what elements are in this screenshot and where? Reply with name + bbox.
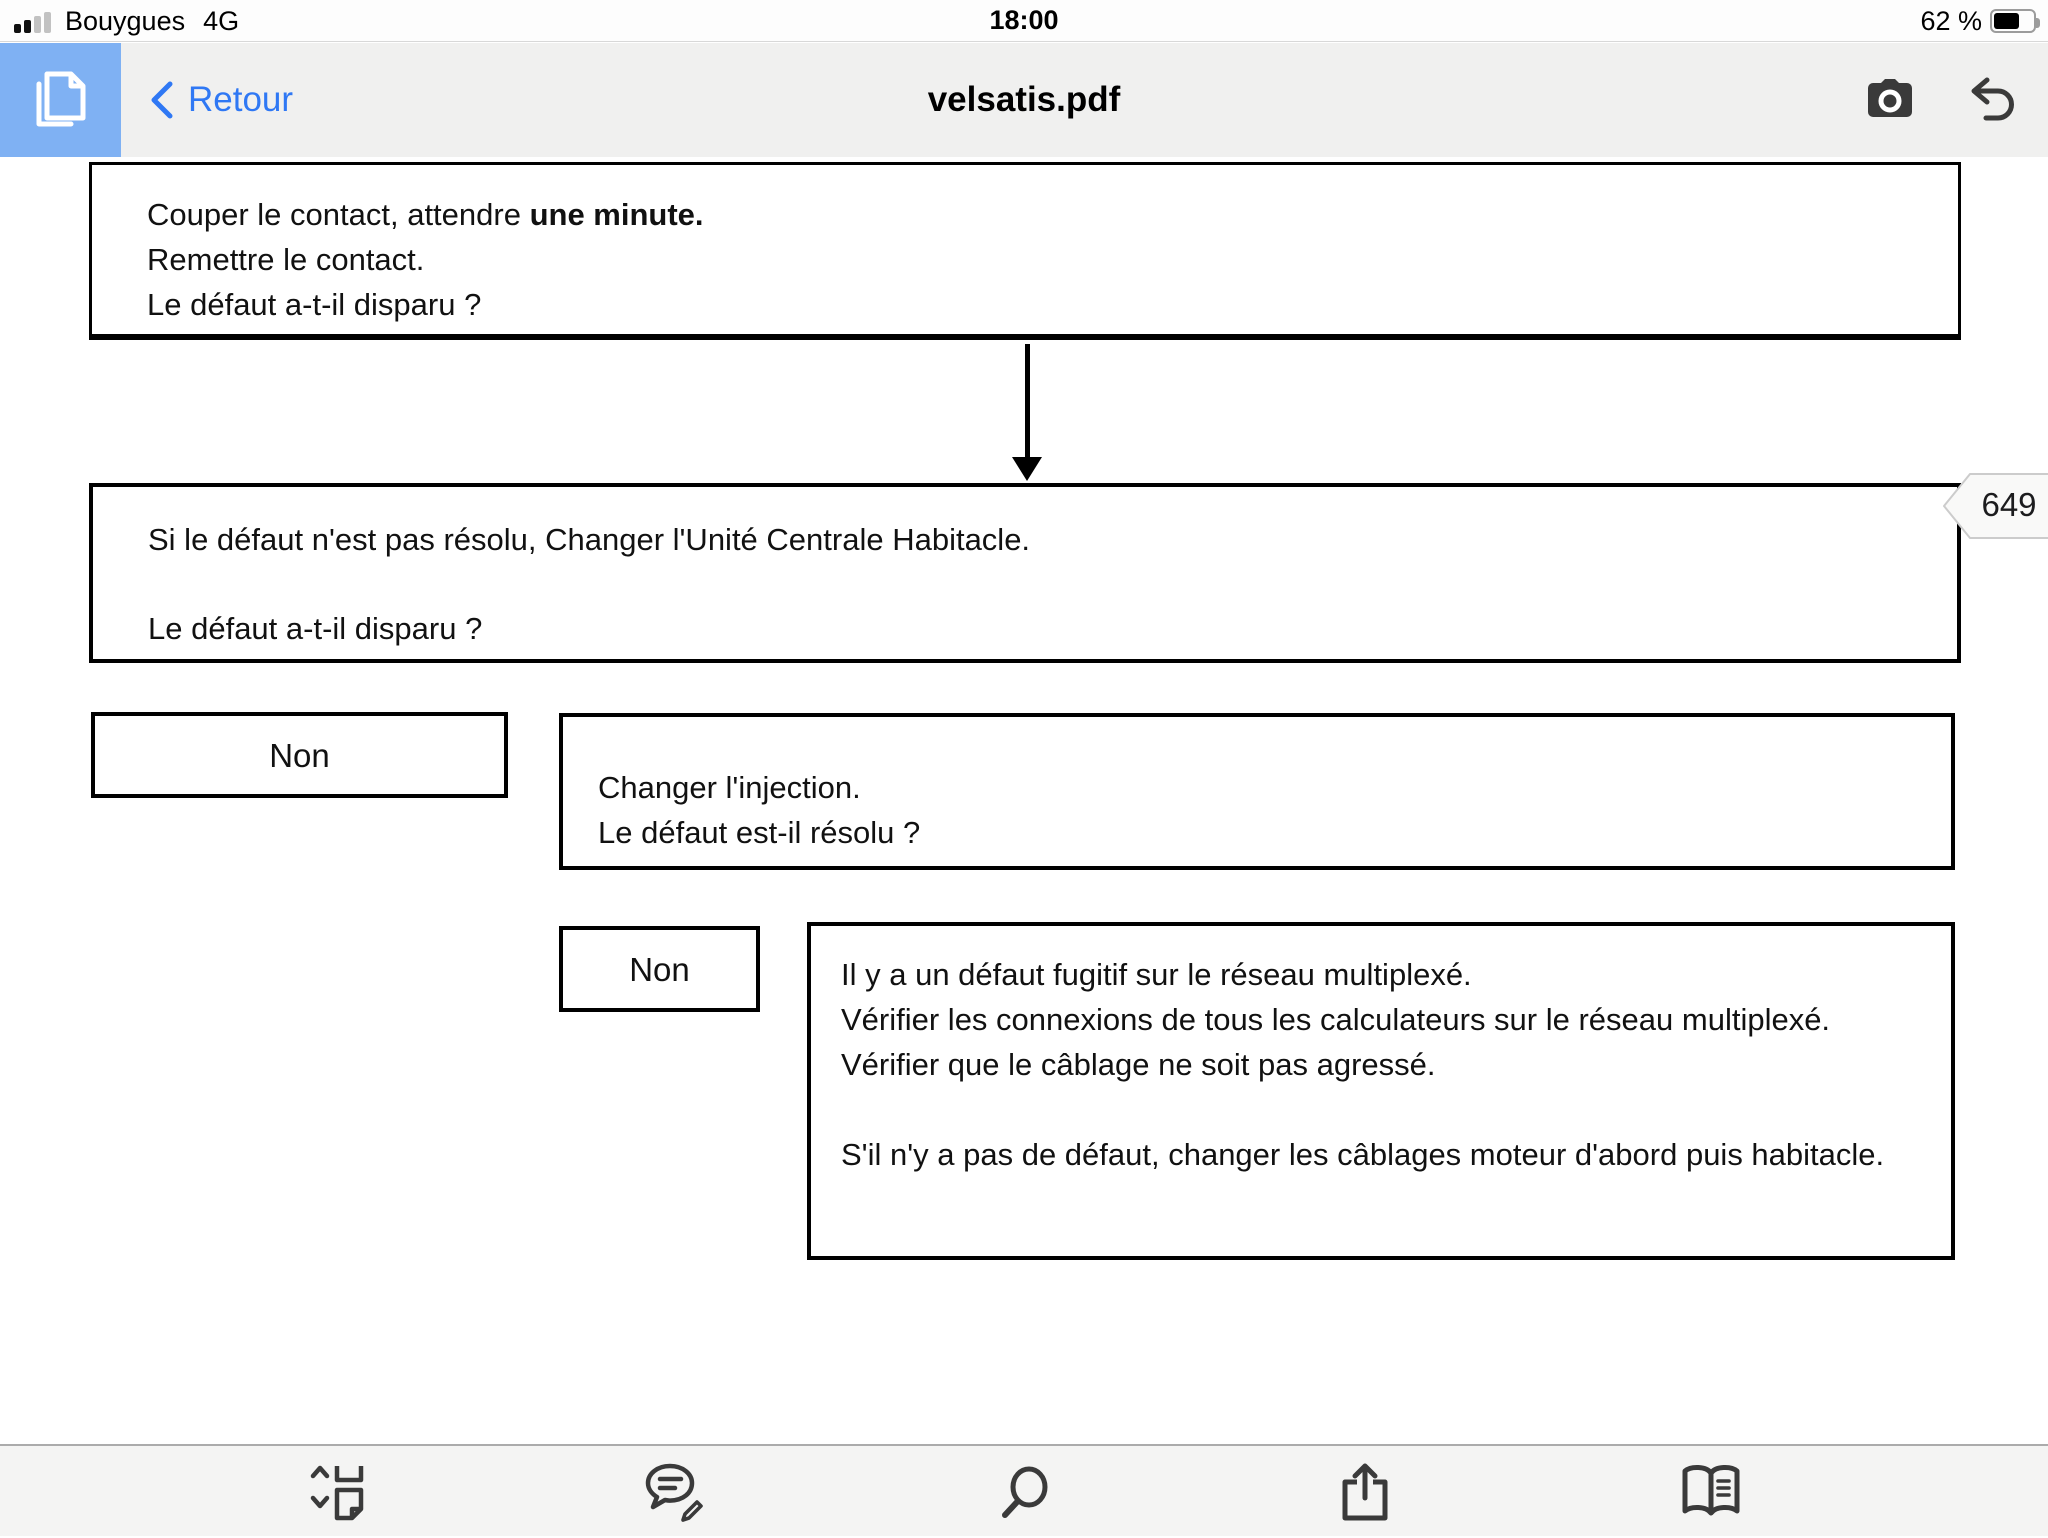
documents-icon bbox=[25, 64, 97, 136]
step2-line2: Le défaut a-t-il disparu ? bbox=[148, 611, 483, 646]
flowchart-box-step1 bbox=[89, 162, 1961, 340]
non-label-2: Non bbox=[629, 950, 690, 988]
multiplex-line2: Vérifier les connexions de tous les calculateurs sur le réseau multiplexé. bbox=[841, 1002, 1831, 1037]
camera-icon bbox=[1864, 78, 1916, 122]
share-icon bbox=[1340, 1462, 1390, 1522]
step2-line1: Si le défaut n'est pas résolu, Changer l'Unité Centrale Habitacle. bbox=[148, 522, 1031, 557]
open-book-icon bbox=[1679, 1463, 1743, 1521]
documents-app-tile[interactable] bbox=[0, 43, 121, 157]
flowchart-arrow-line bbox=[1025, 344, 1030, 462]
back-button[interactable] bbox=[150, 43, 293, 157]
step1-line1: Couper le contact, attendre une minute. bbox=[147, 197, 704, 232]
network-type-label: 4G bbox=[203, 5, 240, 36]
navigation-bar bbox=[0, 43, 2048, 157]
status-bar bbox=[0, 0, 2048, 42]
pdf-page bbox=[0, 157, 2048, 1445]
share-button[interactable] bbox=[1305, 1446, 1425, 1538]
non-label-1: Non bbox=[269, 736, 330, 774]
annotate-button[interactable] bbox=[614, 1446, 734, 1538]
back-button-label: Retour bbox=[188, 80, 294, 119]
undo-button[interactable] bbox=[1962, 72, 2018, 128]
undo-arrow-icon bbox=[1964, 76, 2016, 124]
flowchart-box-injection bbox=[559, 713, 1955, 870]
multiplex-line3: Vérifier que le câblage ne soit pas agressé. bbox=[841, 1047, 1436, 1082]
search-button[interactable] bbox=[964, 1446, 1084, 1538]
page-number-label: 649 bbox=[1981, 486, 2037, 523]
flowchart-box-step2 bbox=[89, 483, 1961, 663]
injection-line1: Changer l'injection. bbox=[598, 770, 861, 805]
page-view-button[interactable] bbox=[277, 1446, 397, 1538]
step1-line3: Le défaut a-t-il disparu ? bbox=[147, 287, 482, 322]
camera-button[interactable] bbox=[1862, 72, 1918, 128]
document-title: velsatis.pdf bbox=[927, 80, 1121, 119]
flowchart-non-box-1 bbox=[91, 712, 508, 798]
page-scroll-mode-icon bbox=[305, 1462, 369, 1522]
injection-line2: Le défaut est-il résolu ? bbox=[598, 815, 921, 850]
bottom-toolbar bbox=[0, 1444, 2048, 1536]
flowchart-non-box-2 bbox=[559, 926, 760, 1012]
step1-line2: Remettre le contact. bbox=[147, 242, 425, 277]
nav-actions bbox=[1862, 43, 2018, 157]
page-number-tab[interactable] bbox=[1940, 472, 2048, 540]
flowchart-box-multiplex bbox=[807, 922, 1955, 1260]
battery-icon bbox=[1990, 9, 2036, 33]
annotation-pen-icon bbox=[643, 1462, 705, 1522]
battery-percent-label: 62 % bbox=[1920, 5, 1982, 36]
clock-label: 18:00 bbox=[989, 5, 1059, 35]
carrier-label: Bouygues bbox=[65, 5, 186, 36]
multiplex-line4: S'il n'y a pas de défaut, changer les câblages moteur d'abord puis habitacle. bbox=[841, 1137, 1885, 1172]
multiplex-line1: Il y a un défaut fugitif sur le réseau multiplexé. bbox=[841, 957, 1472, 992]
chevron-left-icon bbox=[150, 80, 174, 120]
outline-button[interactable] bbox=[1651, 1446, 1771, 1538]
flowchart-arrow-head bbox=[1012, 457, 1042, 481]
status-right bbox=[1920, 0, 2036, 42]
search-icon bbox=[996, 1464, 1052, 1520]
